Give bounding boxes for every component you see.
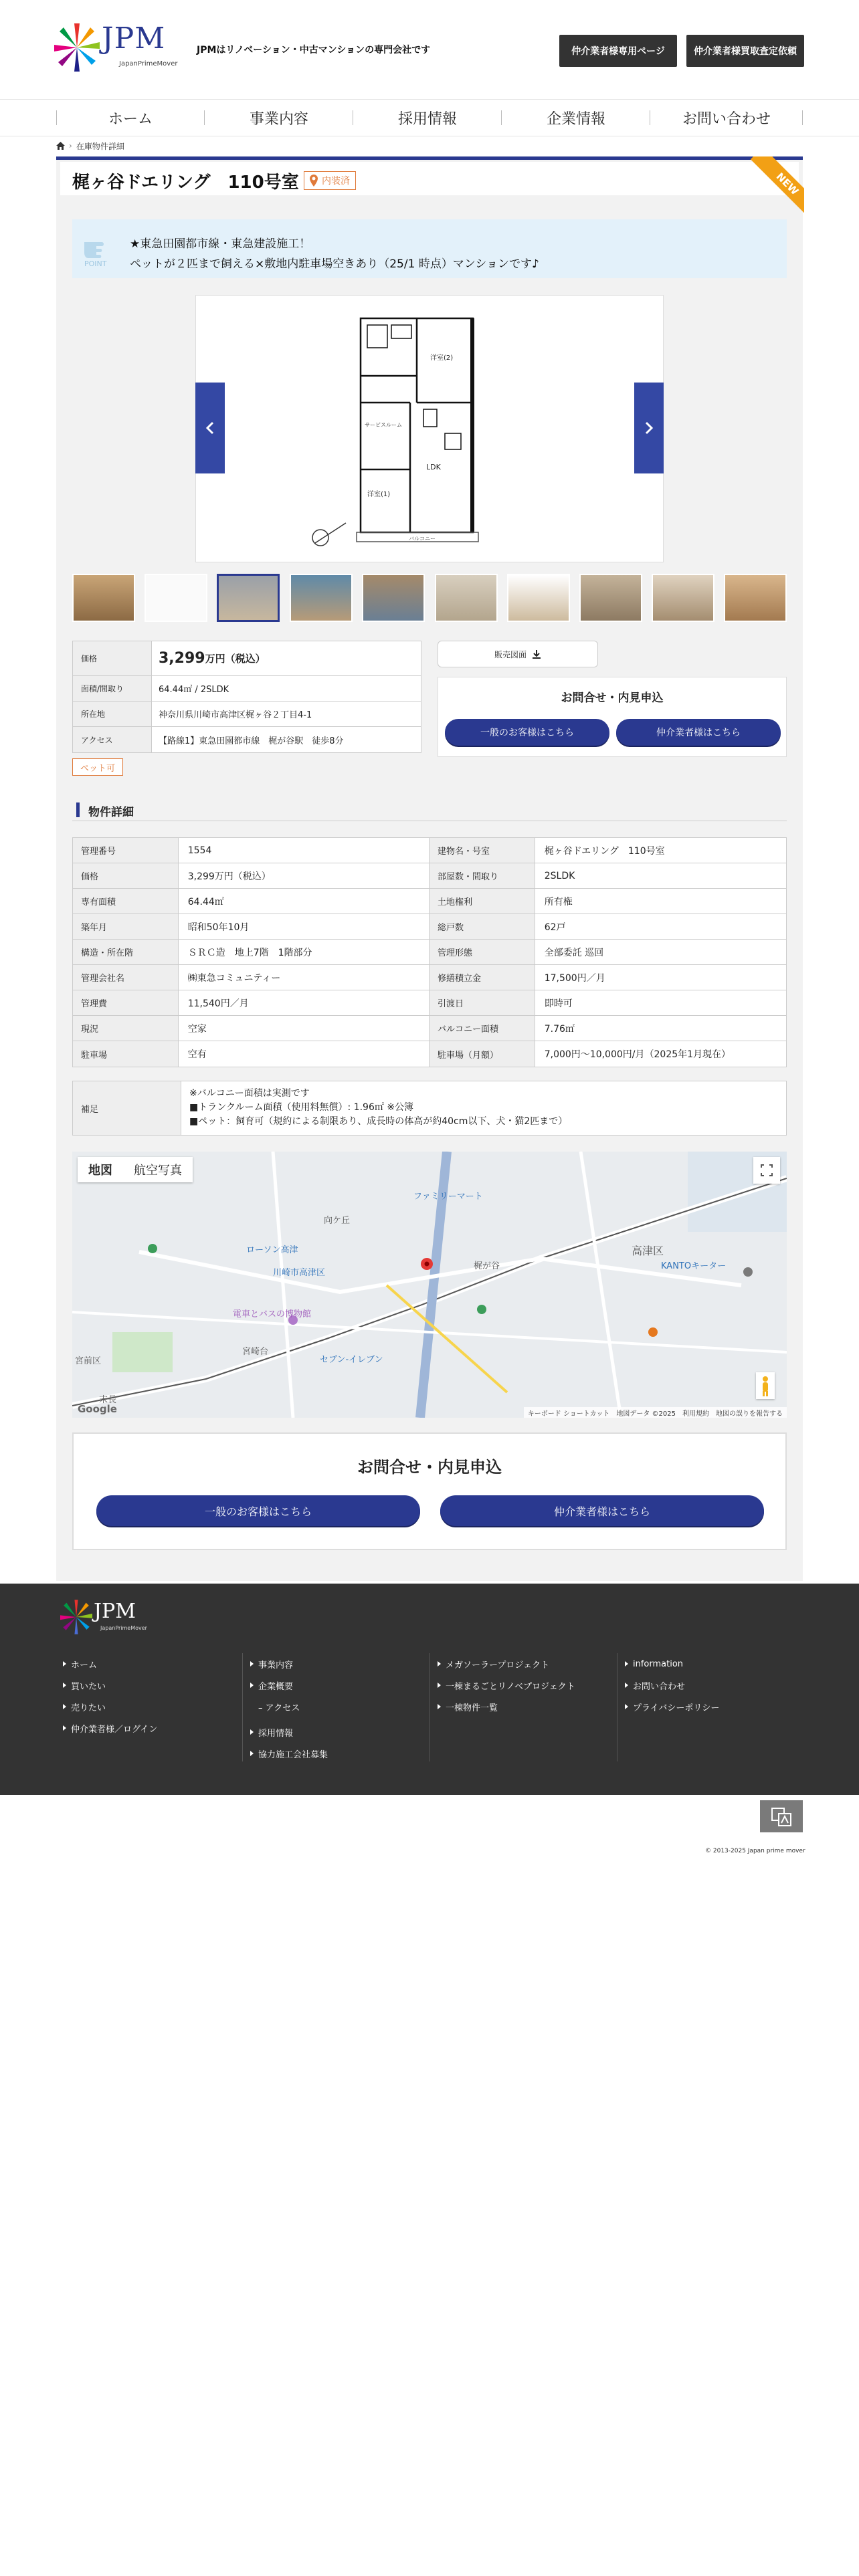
new-ribbon-label: NEW: [751, 156, 804, 213]
map-attribution[interactable]: キーボード ショートカット 地図データ ©2025 利用規約 地図の誤りを報告する: [524, 1407, 787, 1418]
footer-link[interactable]: メガソーラープロジェクト: [436, 1653, 575, 1675]
details-key: 構造・所在階: [73, 940, 179, 964]
footer-col-4: [624, 1653, 719, 1717]
thumbnail-3[interactable]: [217, 574, 280, 622]
section-header-details: [72, 800, 787, 821]
footer-link[interactable]: information: [624, 1653, 719, 1675]
new-ribbon: [748, 156, 804, 213]
site-logo[interactable]: [54, 19, 185, 76]
details-key: 築年月: [73, 914, 179, 939]
fp-label-western-2: 洋室(2): [430, 354, 454, 362]
map-label: 川崎市高津区: [273, 1268, 326, 1278]
footer-link[interactable]: 一棟まるごとリノベプロジェクト: [436, 1675, 575, 1696]
price-unit: 万円（税込）: [205, 653, 266, 665]
agent-customer-button[interactable]: 仲介業者様はこちら: [616, 719, 781, 746]
spec-key: 所在地: [73, 702, 152, 726]
inquiry-bottom-title: お問合せ・内見申込: [357, 1458, 502, 1477]
details-key: バルコニー面積: [430, 1016, 535, 1041]
supplement-value: [181, 1081, 575, 1135]
map-label: 電車とバスの博物館: [233, 1309, 312, 1319]
logo-text: JPM: [102, 21, 166, 56]
breadcrumb: [56, 140, 124, 151]
details-value: ㈱東急コミュニティー: [179, 965, 430, 990]
gallery-next-button[interactable]: [634, 383, 664, 473]
point-box: [72, 219, 787, 278]
status-badge: [304, 171, 356, 190]
nav-item-home[interactable]: ホーム: [56, 100, 205, 136]
thumbnail-9[interactable]: [652, 574, 714, 622]
global-nav: [0, 99, 859, 136]
footer-col-1: [62, 1653, 157, 1739]
spec-value: 64.44㎡ / 2SLDK: [159, 685, 229, 695]
site-footer: [0, 1584, 859, 1795]
point-label: POINT: [84, 259, 107, 267]
spec-row-price: [73, 641, 421, 676]
download-label: 販売図面: [494, 649, 527, 659]
details-value: 62戸: [544, 922, 566, 933]
nav-item-recruit[interactable]: 採用情報: [353, 100, 502, 136]
details-value: 7,000円〜10,000円/月（2025年1月現在）: [544, 1049, 731, 1060]
details-value: 所有権: [544, 896, 573, 907]
footer-divider: [242, 1653, 243, 1761]
copyright-text: © 2013-2025 Japan prime mover: [705, 1848, 805, 1854]
spec-key: アクセス: [73, 727, 152, 752]
fp-label-western-1: 洋室(1): [367, 491, 391, 498]
details-key: 管理形態: [430, 940, 535, 964]
map-tab-satellite[interactable]: 航空写真: [134, 1164, 182, 1178]
pet-allowed-tag: ペット可: [72, 758, 123, 776]
spec-row: [73, 727, 421, 752]
details-value: ＳＲＣ造 地上7階 1階部分: [179, 940, 430, 964]
footer-col-2: [249, 1653, 328, 1764]
details-value: 64.44㎡: [179, 889, 430, 914]
map-tab-map[interactable]: 地図: [88, 1164, 112, 1178]
footer-link[interactable]: 買いたい: [62, 1675, 157, 1696]
footer-link[interactable]: プライバシーポリシー: [624, 1696, 719, 1717]
details-key: 価格: [73, 863, 179, 888]
details-key: 修繕積立金: [430, 965, 535, 990]
supplement-row: [72, 1081, 787, 1136]
gallery-prev-button[interactable]: [195, 383, 225, 473]
footer-logo-subtitle: JapanPrimeMover: [100, 1625, 147, 1631]
logo-subtitle: JapanPrimeMover: [119, 60, 178, 68]
breadcrumb-separator: ›: [69, 141, 72, 150]
footer-logo-text[interactable]: JPM: [94, 1600, 136, 1623]
details-row: [73, 1041, 786, 1067]
map-label: 梶が谷: [474, 1261, 500, 1271]
details-key: 総戸数: [430, 914, 535, 939]
details-value: 昭和50年10月: [179, 914, 430, 939]
map-label: KANTOキーター: [661, 1261, 727, 1271]
details-row: [73, 914, 786, 940]
inquiry-title: お問合せ・内見申込: [561, 691, 664, 705]
translate-button[interactable]: [760, 1800, 803, 1832]
details-key: 専有面積: [73, 889, 179, 914]
thumbnail-8[interactable]: [579, 574, 642, 622]
details-key: 土地権利: [430, 889, 535, 914]
agent-customer-button-bottom[interactable]: 仲介業者様はこちら: [440, 1495, 764, 1526]
spec-row: [73, 702, 421, 727]
map-label: セブン-イレブン: [320, 1355, 383, 1365]
spec-key: 価格: [73, 641, 152, 675]
thumbnail-strip: [72, 574, 787, 622]
spec-key: 面積/間取り: [73, 676, 152, 701]
details-key: 管理会社名: [73, 965, 179, 990]
map-type-tabs: [78, 1157, 193, 1182]
general-customer-button[interactable]: 一般のお客様はこちら: [445, 719, 609, 746]
footer-link[interactable]: 仲介業者様／ログイン: [62, 1717, 157, 1739]
location-map[interactable]: [72, 1152, 787, 1418]
home-icon[interactable]: [56, 142, 65, 150]
property-title: 梶ヶ谷ドエリング 110号室: [72, 173, 299, 193]
agent-appraisal-button[interactable]: 仲介業者様買取査定依頼: [686, 35, 804, 67]
details-row: [73, 990, 786, 1016]
nav-item-contact[interactable]: お問い合わせ: [650, 100, 803, 136]
details-value: 17,500円／月: [544, 972, 605, 984]
price-number: 3,299: [159, 650, 205, 667]
chevron-right-icon: [644, 421, 654, 435]
details-key: 現況: [73, 1016, 179, 1041]
google-logo: Google: [78, 1403, 117, 1415]
thumbnail-7[interactable]: [507, 574, 570, 622]
download-icon: [532, 649, 541, 659]
thumbnail-2[interactable]: [145, 574, 207, 622]
details-table: [72, 837, 787, 1067]
inquiry-panel-bottom: [72, 1432, 787, 1550]
details-value: 11,540円／月: [179, 990, 430, 1015]
pegman-icon: [756, 1372, 775, 1399]
details-key: 管理費: [73, 990, 179, 1015]
map-label: ファミリーマート: [413, 1192, 483, 1202]
footer-link[interactable]: 売りたい: [62, 1696, 157, 1717]
footer-link[interactable]: 協力施工会社募集: [249, 1743, 328, 1764]
footer-link[interactable]: – アクセス: [258, 1703, 300, 1713]
title-accent-bar: [56, 156, 803, 160]
section-title: 物件詳細: [88, 806, 134, 819]
spec-row: [73, 676, 421, 702]
spec-price-value: [152, 641, 421, 675]
fp-label-balcony: バルコニー: [409, 536, 436, 542]
site-header: [0, 0, 859, 99]
fp-label-ldk: LDK: [426, 463, 441, 471]
details-value: 空有: [179, 1041, 430, 1067]
map-label: 宮前区: [75, 1356, 102, 1366]
supplement-line: ※バルコニー面積は実測です: [189, 1088, 310, 1099]
details-key: 建物名・号室: [430, 838, 535, 863]
details-value: 空家: [179, 1016, 430, 1041]
status-badge-label: 内装済: [322, 176, 350, 187]
map-fullscreen-button[interactable]: [753, 1157, 780, 1184]
spec-value: 【路線1】東急田園都市線 梶が谷駅 徒歩8分: [159, 736, 344, 746]
details-value: 7.76㎡: [544, 1023, 575, 1035]
details-value: 1554: [179, 838, 430, 863]
map-label: 宮崎台: [242, 1347, 269, 1357]
details-value: 梶ヶ谷ドエリング 110号室: [544, 845, 665, 857]
fp-label-service-room: サービスルーム: [365, 422, 402, 428]
thumbnail-6[interactable]: [435, 574, 498, 622]
summary-spec-table: [72, 641, 421, 753]
supplement-line: ■トランクルーム面積（使用料無償）: 1.96㎡ ※公簿: [189, 1102, 414, 1113]
details-key: 駐車場（月額）: [430, 1041, 535, 1067]
spec-value: 神奈川県川崎市高津区梶ヶ谷２丁目4-1: [159, 710, 312, 720]
details-key: 部屋数・間取り: [430, 863, 535, 888]
main-floorplan-image: [195, 295, 664, 562]
thumbnail-1[interactable]: [72, 574, 135, 622]
details-row: [73, 889, 786, 914]
breadcrumb-current: 在庫物件詳細: [76, 141, 124, 151]
floorplan-drawing: [196, 296, 664, 563]
logo-star-icon: [54, 19, 100, 76]
details-value: 3,299万円（税込）: [179, 863, 430, 888]
street-view-pegman-button[interactable]: [756, 1372, 775, 1399]
map-label: 末長: [99, 1395, 117, 1405]
details-row: [73, 1016, 786, 1041]
details-row: [73, 863, 786, 889]
thumbnail-5[interactable]: [362, 574, 425, 622]
inquiry-box: [438, 677, 787, 757]
supplement-line: ■ペット：飼育可（規約による制限あり、成長時の体高が約40cm以下、犬・猫2匹まで）: [189, 1116, 568, 1127]
property-title-box: [60, 162, 799, 195]
map-label: 高津区: [632, 1245, 664, 1257]
footer-link[interactable]: お問い合わせ: [624, 1675, 719, 1696]
map-label: ローソン高津: [246, 1245, 298, 1255]
details-value: 即時可: [544, 998, 573, 1009]
general-customer-button-bottom[interactable]: 一般のお客様はこちら: [96, 1495, 420, 1526]
pointing-hand-icon: [82, 230, 112, 267]
details-key: 管理番号: [73, 838, 179, 863]
footer-link[interactable]: 企業概要: [249, 1675, 328, 1696]
location-pin-icon: [310, 175, 318, 187]
footer-link[interactable]: 事業内容: [249, 1653, 328, 1675]
agent-page-button[interactable]: 仲介業者様専用ページ: [559, 35, 677, 67]
nav-item-business[interactable]: 事業内容: [205, 100, 353, 136]
footer-link[interactable]: 一棟物件一覧: [436, 1696, 575, 1717]
supplement-key: 補足: [73, 1081, 181, 1135]
footer-link[interactable]: 採用情報: [249, 1721, 328, 1743]
section-accent-bar: [76, 802, 80, 817]
point-line-2: ペットが２匹まで飼える×敷地内駐車場空きあり（25/1 時点）マンションです♪: [130, 257, 539, 271]
thumbnail-4[interactable]: [290, 574, 353, 622]
details-value: 全部委託 巡回: [544, 947, 604, 958]
details-row: [73, 838, 786, 863]
translate-icon: [760, 1800, 803, 1832]
thumbnail-10[interactable]: [724, 574, 787, 622]
point-line-1: ★東急田園都市線・東急建設施工！: [130, 237, 311, 251]
map-label: 向ケ丘: [324, 1216, 351, 1226]
details-value: 2SLDK: [544, 870, 575, 881]
nav-item-company[interactable]: 企業情報: [502, 100, 650, 136]
details-key: 引渡日: [430, 990, 535, 1015]
download-brochure-button[interactable]: [438, 641, 598, 667]
chevron-left-icon: [205, 421, 215, 435]
details-row: [73, 940, 786, 965]
footer-link[interactable]: ホーム: [62, 1653, 157, 1675]
header-tagline: JPMはリノベーション・中古マンションの専門会社です: [197, 45, 431, 56]
footer-logo-star-icon: [56, 1597, 96, 1637]
footer-col-3: [436, 1653, 575, 1717]
details-key: 駐車場: [73, 1041, 179, 1067]
fullscreen-icon: [753, 1157, 780, 1184]
details-row: [73, 965, 786, 990]
